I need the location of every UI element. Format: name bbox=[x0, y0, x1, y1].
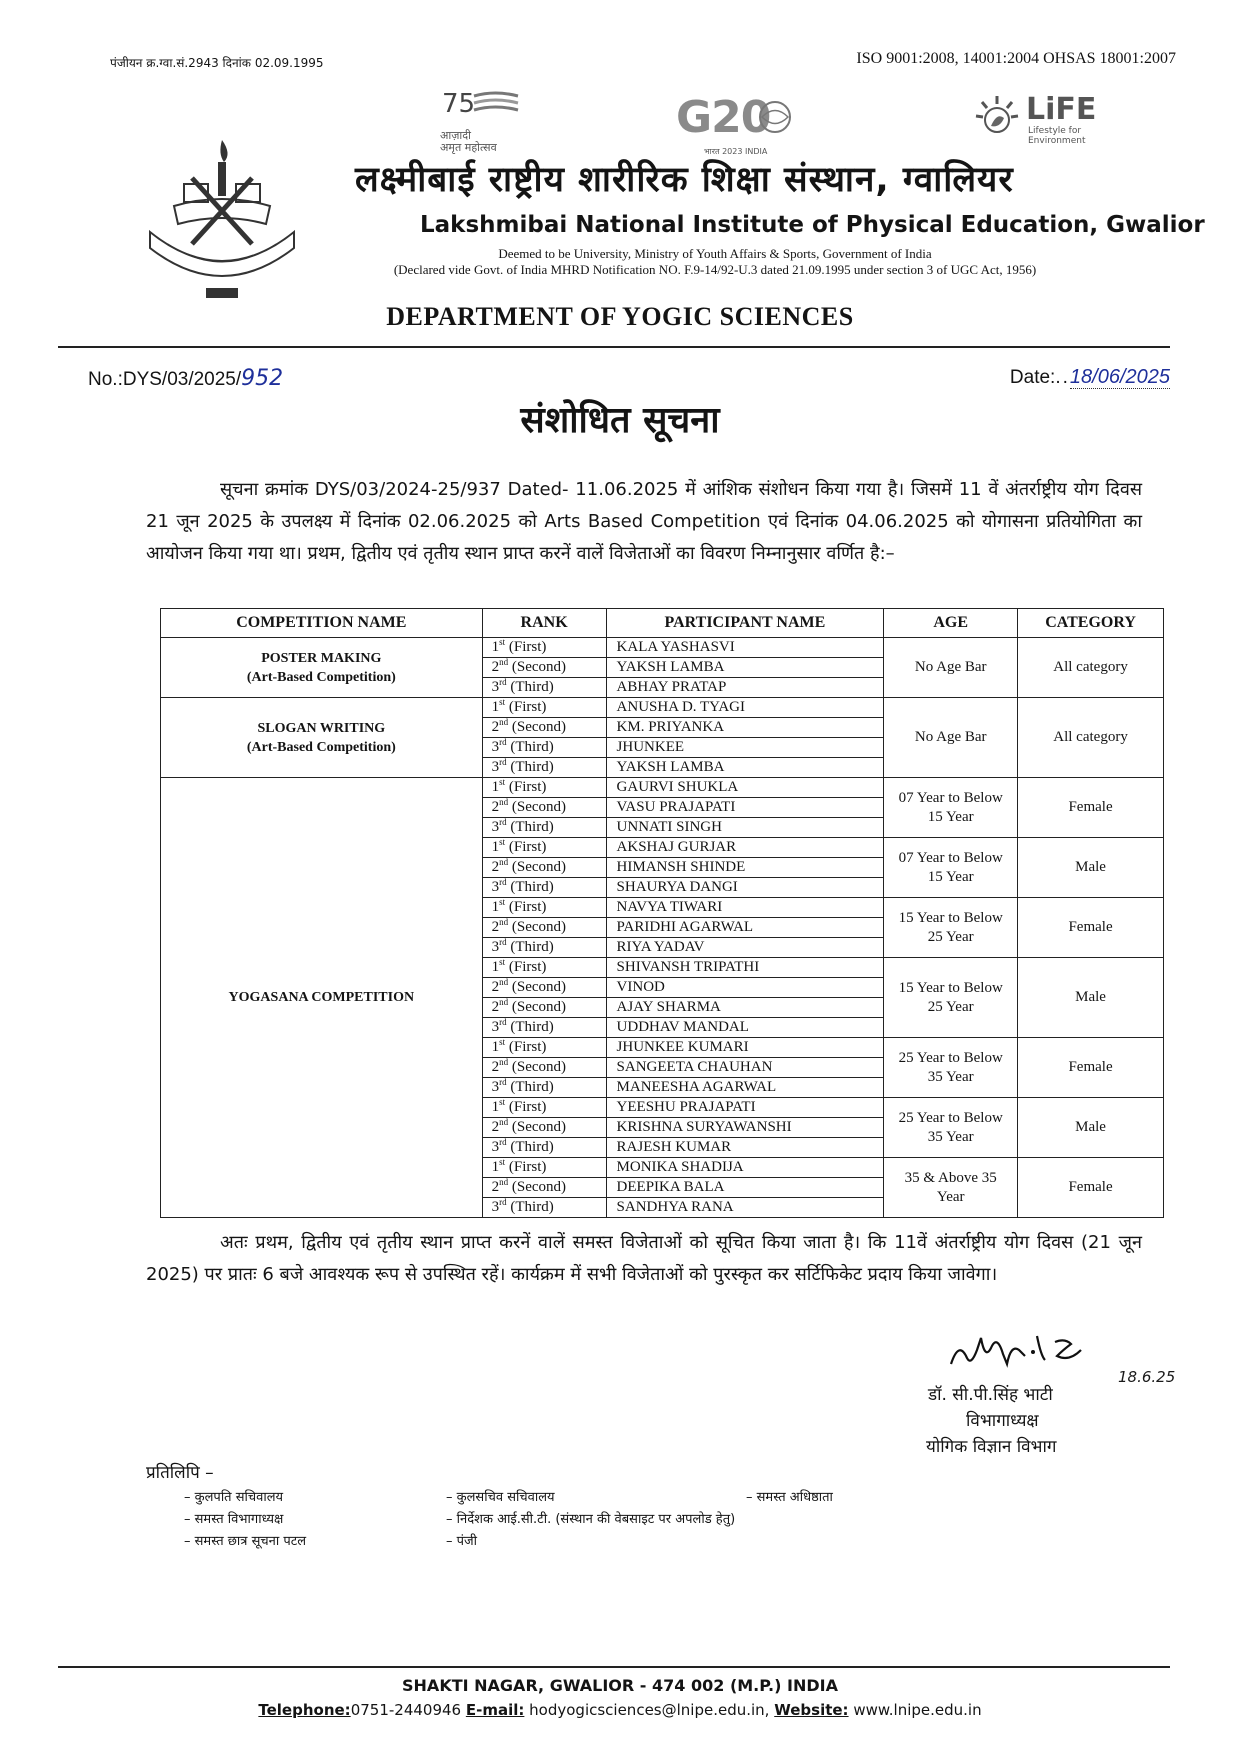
rank-word: (Third) bbox=[506, 759, 554, 775]
website-label: Website: bbox=[774, 1701, 849, 1719]
notice-heading: संशोधित सूचना bbox=[520, 400, 720, 441]
life-text: LiFE bbox=[1026, 92, 1097, 127]
rank-number: 2 bbox=[491, 659, 500, 675]
rank-word: (First) bbox=[505, 639, 547, 655]
rank-cell bbox=[482, 998, 606, 1018]
department-name: DEPARTMENT OF YOGIC SCIENCES bbox=[386, 302, 854, 331]
category-cell: Male bbox=[1018, 958, 1164, 1038]
rank-cell bbox=[482, 898, 606, 918]
participant-name-cell: MANEESHA AGARWAL bbox=[606, 1078, 884, 1098]
participant-name-cell: RAJESH KUMAR bbox=[606, 1138, 884, 1158]
rank-word: (Third) bbox=[506, 1199, 554, 1215]
rank-cell bbox=[482, 658, 606, 678]
rank-cell bbox=[482, 858, 606, 878]
rank-number: 3 bbox=[491, 1139, 500, 1155]
rank-number: 1 bbox=[491, 1099, 500, 1115]
rank-cell bbox=[482, 1038, 606, 1058]
declaration-line: (Declared vide Govt. of India MHRD Notification NO. F.9-14/92-U.3 dated 21.09.1995 under section 3 of UGC Act, 1956) bbox=[393, 262, 1037, 277]
participant-name-cell: GAURVI SHUKLA bbox=[606, 778, 884, 798]
rank-word: (Second) bbox=[508, 1059, 567, 1075]
rank-word: (Third) bbox=[506, 879, 554, 895]
rank-cell bbox=[482, 1098, 606, 1118]
rank-number: 2 bbox=[491, 799, 500, 815]
category-cell: All category bbox=[1018, 698, 1164, 778]
category-cell: Male bbox=[1018, 838, 1164, 898]
deemed-university-line: Deemed to be University, Ministry of Youth Affairs & Sports, Government of India bbox=[498, 246, 932, 261]
header-participant-name: PARTICIPANT NAME bbox=[606, 609, 884, 638]
category-cell: Female bbox=[1018, 1158, 1164, 1218]
rank-cell bbox=[482, 978, 606, 998]
rank-word: (Third) bbox=[506, 939, 554, 955]
reference-handwritten: 952 bbox=[241, 366, 284, 391]
participant-name-cell: YAKSH LAMBA bbox=[606, 658, 884, 678]
rank-word: (Second) bbox=[508, 979, 567, 995]
rank-cell bbox=[482, 718, 606, 738]
participant-name-cell: MONIKA SHADIJA bbox=[606, 1158, 884, 1178]
rank-suffix: st bbox=[499, 1157, 506, 1167]
age-cell: No Age Bar bbox=[884, 638, 1018, 698]
rank-word: (First) bbox=[505, 779, 547, 795]
copy-to-item: – पंजी bbox=[446, 1534, 478, 1549]
footer-address: SHAKTI NAGAR, GWALIOR - 474 002 (M.P.) INDIA bbox=[402, 1676, 838, 1695]
rank-cell bbox=[482, 1158, 606, 1178]
rank-number: 3 bbox=[491, 879, 500, 895]
rank-cell bbox=[482, 1078, 606, 1098]
rank-number: 1 bbox=[491, 639, 500, 655]
rank-suffix: rd bbox=[499, 1197, 507, 1207]
age-cell: 25 Year to Below 35 Year bbox=[884, 1098, 1018, 1158]
rank-number: 1 bbox=[491, 699, 500, 715]
notice-date: Date:..18/06/2025 bbox=[1009, 366, 1170, 388]
age-cell: 35 & Above 35 Year bbox=[884, 1158, 1018, 1218]
participant-name-cell: JHUNKEE KUMARI bbox=[606, 1038, 884, 1058]
header-age: AGE bbox=[884, 609, 1018, 638]
rank-word: (First) bbox=[505, 699, 547, 715]
telephone-label: Telephone: bbox=[258, 1701, 351, 1719]
rank-cell bbox=[482, 1118, 606, 1138]
participant-name-cell: ANUSHA D. TYAGI bbox=[606, 698, 884, 718]
signature-date: 18.6.25 bbox=[1118, 1368, 1176, 1386]
age-cell: 15 Year to Below 25 Year bbox=[884, 898, 1018, 958]
category-cell: Female bbox=[1018, 778, 1164, 838]
signatory-designation: विभागाध्यक्ष bbox=[966, 1411, 1039, 1431]
rank-word: (Third) bbox=[506, 1079, 554, 1095]
participant-name-cell: VASU PRAJAPATI bbox=[606, 798, 884, 818]
rank-word: (Second) bbox=[508, 1179, 567, 1195]
competition-subtitle: (Art-Based Competition) bbox=[246, 669, 396, 685]
rank-cell bbox=[482, 638, 606, 658]
age-cell: 07 Year to Below 15 Year bbox=[884, 778, 1018, 838]
rank-word: (Second) bbox=[508, 719, 567, 735]
rank-number: 2 bbox=[491, 859, 500, 875]
lotus-globe-icon bbox=[758, 100, 792, 134]
copy-to-label: प्रतिलिपि – bbox=[146, 1463, 214, 1483]
rank-number: 1 bbox=[491, 1039, 500, 1055]
rank-number: 2 bbox=[491, 719, 500, 735]
rank-suffix: nd bbox=[499, 657, 509, 667]
rank-suffix: nd bbox=[499, 977, 509, 987]
rank-number: 2 bbox=[491, 1179, 500, 1195]
results-table-body bbox=[161, 638, 1164, 1218]
rank-word: (First) bbox=[505, 1039, 547, 1055]
rank-number: 3 bbox=[491, 1199, 500, 1215]
participant-name-cell: AJAY SHARMA bbox=[606, 998, 884, 1018]
rank-number: 3 bbox=[491, 739, 500, 755]
g20-text: G20 bbox=[676, 92, 771, 143]
rank-suffix: nd bbox=[499, 797, 509, 807]
rank-word: (Second) bbox=[508, 859, 567, 875]
rank-cell bbox=[482, 818, 606, 838]
rank-number: 3 bbox=[491, 939, 500, 955]
azadi-text: आज़ादी bbox=[440, 129, 471, 142]
rank-cell bbox=[482, 1018, 606, 1038]
category-cell: Female bbox=[1018, 898, 1164, 958]
rank-number: 3 bbox=[491, 679, 500, 695]
competition-name-cell bbox=[161, 778, 483, 1218]
copy-to-item: – समस्त विभागाध्यक्ष bbox=[184, 1512, 284, 1527]
rank-cell bbox=[482, 878, 606, 898]
rank-suffix: st bbox=[499, 957, 506, 967]
rank-suffix: nd bbox=[499, 1057, 509, 1067]
rank-number: 2 bbox=[491, 1059, 500, 1075]
category-cell: All category bbox=[1018, 638, 1164, 698]
rank-suffix: rd bbox=[499, 1017, 507, 1027]
competition-name-cell bbox=[161, 638, 483, 698]
participant-name-cell: DEEPIKA BALA bbox=[606, 1178, 884, 1198]
rank-word: (Third) bbox=[506, 679, 554, 695]
rank-word: (Second) bbox=[508, 999, 567, 1015]
rank-word: (Second) bbox=[508, 659, 567, 675]
copy-to-item: – कुलसचिव सचिवालय bbox=[446, 1490, 555, 1505]
date-label: Date: bbox=[1009, 367, 1056, 388]
date-handwritten: 18/06/2025 bbox=[1069, 366, 1170, 388]
reference-label: No.:DYS/03/2025/ bbox=[88, 369, 242, 390]
header-category: CATEGORY bbox=[1018, 609, 1164, 638]
telephone-value: 0751-2440946 bbox=[350, 1701, 462, 1719]
rank-cell bbox=[482, 738, 606, 758]
rank-number: 1 bbox=[491, 839, 500, 855]
competition-name-cell bbox=[161, 698, 483, 778]
rank-word: (Second) bbox=[508, 1119, 567, 1135]
g20-subtitle: भारत 2023 INDIA bbox=[704, 147, 768, 156]
institute-name-english: Lakshmibai National Institute of Physical Education, Gwalior bbox=[420, 212, 1205, 238]
institute-name-hindi: लक्ष्मीबाई राष्ट्रीय शारीरिक शिक्षा संस्थान, ग्वालियर bbox=[355, 160, 1014, 200]
participant-name-cell: YEESHU PRAJAPATI bbox=[606, 1098, 884, 1118]
rank-number: 3 bbox=[491, 759, 500, 775]
signatory-department: योगिक विज्ञान विभाग bbox=[926, 1437, 1057, 1457]
footer-contact bbox=[0, 1701, 1240, 1719]
participant-name-cell: KRISHNA SURYAWANSHI bbox=[606, 1118, 884, 1138]
rank-suffix: st bbox=[499, 1097, 506, 1107]
participant-name-cell: KALA YASHASVI bbox=[606, 638, 884, 658]
participant-name-cell: JHUNKEE bbox=[606, 738, 884, 758]
rank-number: 2 bbox=[491, 999, 500, 1015]
participant-name-cell: PARIDHI AGARWAL bbox=[606, 918, 884, 938]
table-row bbox=[161, 778, 1164, 798]
rank-cell bbox=[482, 778, 606, 798]
registration-number: पंजीयन क्र.ग्वा.सं.2943 दिनांक 02.09.1995 bbox=[110, 56, 324, 70]
handwritten-signature bbox=[945, 1320, 1095, 1376]
category-cell: Male bbox=[1018, 1098, 1164, 1158]
rank-word: (First) bbox=[505, 899, 547, 915]
life-logo bbox=[972, 92, 1102, 156]
rank-word: (First) bbox=[505, 959, 547, 975]
age-cell: 15 Year to Below 25 Year bbox=[884, 958, 1018, 1038]
rank-number: 1 bbox=[491, 959, 500, 975]
rank-suffix: rd bbox=[499, 817, 507, 827]
copy-to-item: – समस्त छात्र सूचना पटल bbox=[184, 1534, 307, 1549]
rank-number: 1 bbox=[491, 899, 500, 915]
amrit-text: अमृत महोत्सव bbox=[440, 141, 497, 154]
header-competition-name: COMPETITION NAME bbox=[161, 609, 483, 638]
rank-suffix: st bbox=[499, 697, 506, 707]
rank-suffix: nd bbox=[499, 717, 509, 727]
rank-suffix: st bbox=[499, 837, 506, 847]
rank-number: 2 bbox=[491, 979, 500, 995]
rank-suffix: nd bbox=[499, 1177, 509, 1187]
participant-name-cell: AKSHAJ GURJAR bbox=[606, 838, 884, 858]
rank-cell bbox=[482, 918, 606, 938]
rank-suffix: st bbox=[499, 637, 506, 647]
rank-cell bbox=[482, 798, 606, 818]
age-cell: 25 Year to Below 35 Year bbox=[884, 1038, 1018, 1098]
table-row bbox=[161, 698, 1164, 718]
email-label: E-mail: bbox=[465, 1701, 525, 1719]
rank-word: (Third) bbox=[506, 1019, 554, 1035]
rank-number: 1 bbox=[491, 1159, 500, 1175]
rank-suffix: st bbox=[499, 777, 506, 787]
participant-name-cell: RIYA YADAV bbox=[606, 938, 884, 958]
iso-certification: ISO 9001:2008, 14001:2004 OHSAS 18001:2007 bbox=[856, 50, 1176, 67]
rank-cell bbox=[482, 678, 606, 698]
email-link[interactable]: hodyogicsciences@lnipe.edu.in, bbox=[529, 1701, 770, 1719]
website-link[interactable]: www.lnipe.edu.in bbox=[853, 1701, 982, 1719]
participant-name-cell: SANGEETA CHAUHAN bbox=[606, 1058, 884, 1078]
rank-suffix: rd bbox=[499, 877, 507, 887]
rank-suffix: rd bbox=[499, 677, 507, 687]
rank-cell bbox=[482, 758, 606, 778]
rank-suffix: nd bbox=[499, 997, 509, 1007]
rank-word: (First) bbox=[505, 1159, 547, 1175]
rank-suffix: nd bbox=[499, 857, 509, 867]
rank-cell bbox=[482, 1138, 606, 1158]
rank-suffix: nd bbox=[499, 917, 509, 927]
svg-text:75: 75 bbox=[442, 89, 476, 119]
copy-to-item: – समस्त अधिष्ठाता bbox=[746, 1490, 833, 1505]
rank-cell bbox=[482, 1178, 606, 1198]
life-subtitle-2: Environment bbox=[1028, 136, 1086, 146]
competition-name: YOGASANA COMPETITION bbox=[228, 990, 415, 1005]
table-header-row bbox=[161, 609, 1164, 638]
participant-name-cell: ABHAY PRATAP bbox=[606, 678, 884, 698]
rank-suffix: rd bbox=[499, 937, 507, 947]
competition-name: SLOGAN WRITING bbox=[257, 720, 386, 736]
rank-cell bbox=[482, 938, 606, 958]
rank-cell bbox=[482, 1198, 606, 1218]
header-divider bbox=[58, 346, 1170, 348]
intro-paragraph: सूचना क्रमांक DYS/03/2024-25/937 Dated- 11.06.2025 में आंशिक संशोधन किया गया है। जिसमें 11 वें अंतर्राष्ट्रीय योग दिवस 21 जून 2025 के उपलक्ष्य में दिनांक 02.06.2025 को Arts Based Competition एवं दिनांक 04.06.2025 को योगासना प्रतियोगिता का आयोजन किया गया था। प्रथम, द्वितीय एवं तृतीय स्थान प्राप्त करनें वालें विजेताओं का विवरण निम्नानुसार वर्णित है:– bbox=[146, 479, 1142, 564]
rank-word: (Second) bbox=[508, 799, 567, 815]
azadi-emblem-icon bbox=[440, 86, 530, 132]
rank-suffix: rd bbox=[499, 1077, 507, 1087]
rank-word: (Third) bbox=[506, 739, 554, 755]
copy-to-item: – कुलपति सचिवालय bbox=[184, 1490, 284, 1505]
rank-suffix: st bbox=[499, 1037, 506, 1047]
participant-name-cell: UDDHAV MANDAL bbox=[606, 1018, 884, 1038]
leaf-sun-icon bbox=[972, 92, 1022, 142]
age-cell: No Age Bar bbox=[884, 698, 1018, 778]
rank-cell bbox=[482, 958, 606, 978]
g20-logo bbox=[676, 92, 796, 156]
life-subtitle-1: Lifestyle for bbox=[1028, 126, 1082, 136]
age-cell: 07 Year to Below 15 Year bbox=[884, 838, 1018, 898]
rank-word: (Third) bbox=[506, 1139, 554, 1155]
results-table bbox=[160, 608, 1164, 1218]
participant-name-cell: SANDHYA RANA bbox=[606, 1198, 884, 1218]
rank-cell bbox=[482, 1058, 606, 1078]
rank-suffix: nd bbox=[499, 1117, 509, 1127]
signatory-name: डॉ. सी.पी.सिंह भाटी bbox=[928, 1385, 1053, 1405]
rank-word: (Second) bbox=[508, 919, 567, 935]
rank-number: 2 bbox=[491, 919, 500, 935]
closing-paragraph: अतः प्रथम, द्वितीय एवं तृतीय स्थान प्राप्त करनें वालें समस्त विजेताओं को सूचित किया जाता है। कि 11वें अंतर्राष्ट्रीय योग दिवस (21 जून 2025) पर प्रातः 6 बजे आवश्यक रूप से उपस्थित रहें। कार्यक्रम में सभी विजेताओं को पुरस्कृत कर सर्टिफिकेट प्रदाय किया जावेगा। bbox=[146, 1232, 1142, 1285]
rank-word: (First) bbox=[505, 1099, 547, 1115]
rank-number: 3 bbox=[491, 1079, 500, 1095]
table-row bbox=[161, 638, 1164, 658]
rank-suffix: rd bbox=[499, 757, 507, 767]
header-rank: RANK bbox=[482, 609, 606, 638]
rank-word: (Third) bbox=[506, 819, 554, 835]
rank-cell bbox=[482, 838, 606, 858]
participant-name-cell: KM. PRIYANKA bbox=[606, 718, 884, 738]
category-cell: Female bbox=[1018, 1038, 1164, 1098]
rank-word: (First) bbox=[505, 839, 547, 855]
competition-subtitle: (Art-Based Competition) bbox=[246, 739, 396, 755]
participant-name-cell: SHIVANSH TRIPATHI bbox=[606, 958, 884, 978]
rank-suffix: rd bbox=[499, 737, 507, 747]
rank-number: 1 bbox=[491, 779, 500, 795]
participant-name-cell: VINOD bbox=[606, 978, 884, 998]
rank-number: 2 bbox=[491, 1119, 500, 1135]
participant-name-cell: SHAURYA DANGI bbox=[606, 878, 884, 898]
rank-cell bbox=[482, 698, 606, 718]
rank-suffix: rd bbox=[499, 1137, 507, 1147]
copy-to-item: – निर्देशक आई.सी.टी. (संस्थान की वेबसाइट पर अपलोड हेतु) bbox=[446, 1512, 736, 1527]
participant-name-cell: HIMANSH SHINDE bbox=[606, 858, 884, 878]
rank-suffix: st bbox=[499, 897, 506, 907]
participant-name-cell: YAKSH LAMBA bbox=[606, 758, 884, 778]
participant-name-cell: UNNATI SINGH bbox=[606, 818, 884, 838]
rank-number: 3 bbox=[491, 819, 500, 835]
azadi-ka-amrit-mahotsav-logo bbox=[440, 86, 530, 156]
competition-name: POSTER MAKING bbox=[261, 650, 382, 666]
rank-number: 3 bbox=[491, 1019, 500, 1035]
footer-divider bbox=[58, 1666, 1170, 1668]
participant-name-cell: NAVYA TIWARI bbox=[606, 898, 884, 918]
reference-number bbox=[88, 366, 283, 391]
